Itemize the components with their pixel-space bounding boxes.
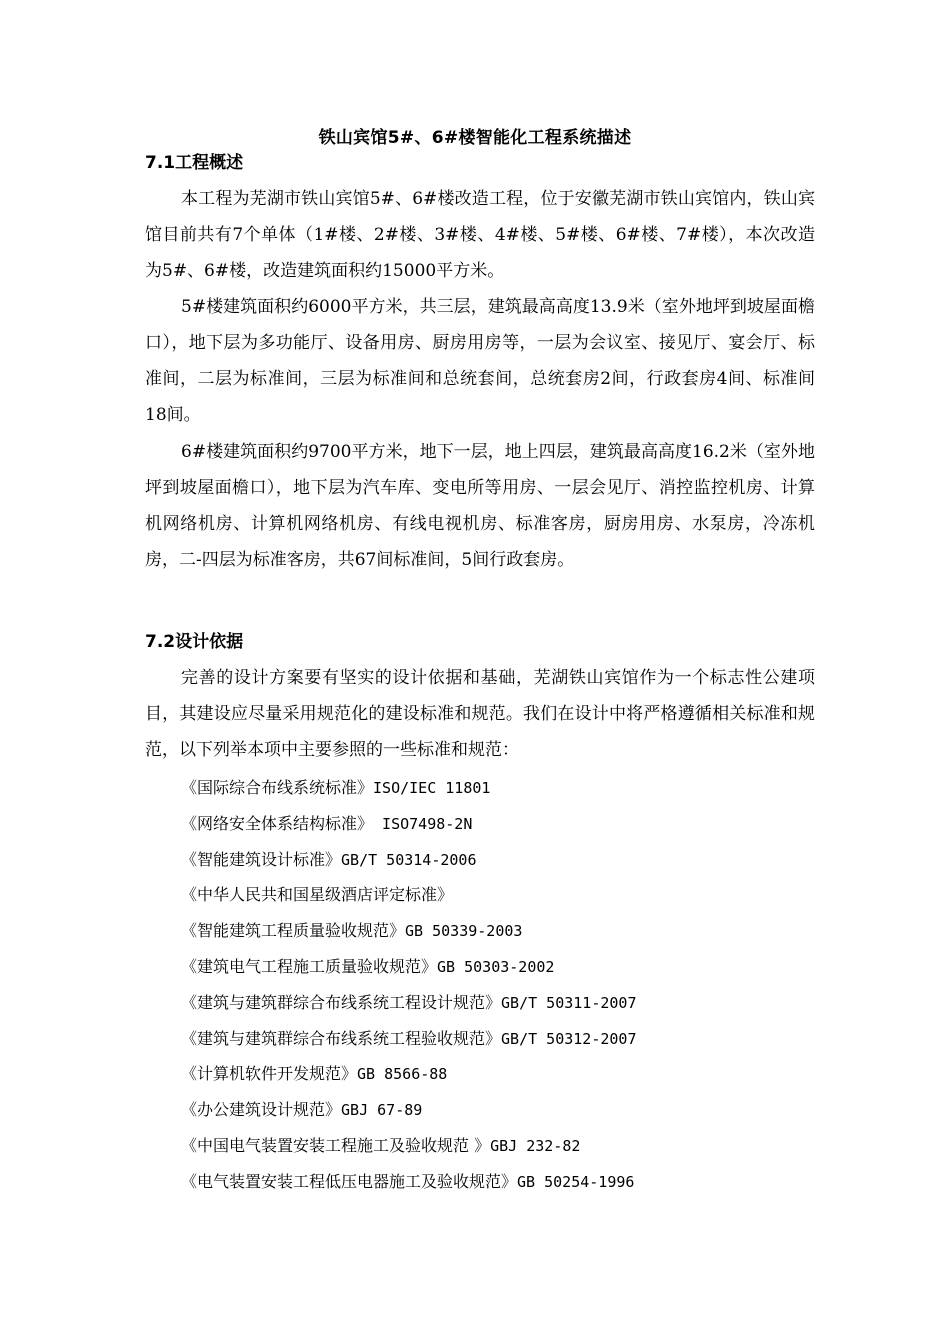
standard-name: 《电气装置安装工程低压电器施工及验收规范》	[181, 1171, 518, 1191]
standard-name: 《中华人民共和国星级酒店评定标准》	[181, 885, 454, 905]
standard-name: 《建筑电气工程施工质量验收规范》	[181, 956, 438, 976]
list-item	[181, 1170, 636, 1206]
list-item	[181, 848, 636, 884]
standard-name: 《办公建筑设计规范》	[181, 1100, 342, 1120]
list-item	[181, 919, 636, 955]
standard-name: 《智能建筑设计标准》	[181, 849, 342, 869]
list-item	[181, 1062, 636, 1098]
list-item	[181, 991, 636, 1027]
standard-code: ISO/IEC 11801	[373, 779, 491, 797]
list-item	[181, 883, 636, 919]
standard-code: GBJ 232-82	[490, 1136, 581, 1155]
paragraph-building-6: 6#楼建筑面积约9700平方米，地下一层，地上四层，建筑最高高度16.2米（室外地坪到坡屋面檐口），地下层为汽车库、变电所等用房、一层会见厅、消控监控机房、计算机网络机房、计算机网络机房、有线电视机房、标准客房，厨房用房、水泵房，冷冻机房，二-四层为标准客房，共67间标准间，5间行政套房。	[145, 442, 815, 570]
paragraph-project-intro: 本工程为芜湖市铁山宾馆5#、6#楼改造工程，位于安徽芜湖市铁山宾馆内，铁山宾馆目前共有7个单体（1#楼、2#楼、3#楼、4#楼、5#楼、6#楼、7#楼），本次改造为5#、6#楼，改造建筑面积约15000平方米。	[145, 189, 815, 281]
standards-list	[181, 776, 636, 1206]
standard-name: 《建筑与建筑群综合布线系统工程设计规范》	[181, 992, 502, 1012]
standard-name: 《智能建筑工程质量验收规范》	[181, 921, 406, 941]
standard-code: GB 50303-2002	[437, 957, 555, 976]
list-item	[181, 812, 636, 848]
paragraph-design-basis: 完善的设计方案要有坚实的设计依据和基础，芜湖铁山宾馆作为一个标志性公建项目，其建设应尽量采用规范化的建设标准和规范。我们在设计中将严格遵循相关标准和规范，以下列举本项中主要参照的一些标准和规范：	[145, 668, 815, 760]
list-item	[181, 776, 636, 812]
paragraph-building-5: 5#楼建筑面积约6000平方米，共三层，建筑最高高度13.9米（室外地坪到坡屋面檐口），地下层为多功能厅、设备用房、厨房用房等，一层为会议室、接见厅、宴会厅、标准间，二层为标准间，三层为标准间和总统套间，总统套房2间，行政套房4间、标准间18间。	[145, 297, 815, 425]
document-title: 铁山宾馆5#、6#楼智能化工程系统描述	[318, 128, 632, 148]
list-item	[181, 1098, 636, 1134]
list-item	[181, 955, 636, 991]
section-heading-overview: 7.1工程概述	[145, 153, 244, 173]
standard-code: GB 8566-88	[357, 1065, 448, 1084]
standard-code: GBJ 67-89	[341, 1101, 423, 1120]
standard-code: GB 50339-2003	[405, 922, 523, 941]
list-item	[181, 1027, 636, 1063]
standard-name: 《建筑与建筑群综合布线系统工程验收规范》	[181, 1028, 502, 1048]
standard-name: 《网络安全体系结构标准》	[181, 813, 374, 833]
standard-code: GB/T 50311-2007	[501, 993, 637, 1012]
list-item	[181, 1134, 636, 1170]
standard-code: GB 50254-1996	[517, 1172, 635, 1191]
standard-name: 《国际综合布线系统标准》	[181, 778, 374, 797]
section-heading-design-basis: 7.2设计依据	[145, 632, 244, 652]
standard-code: GB/T 50312-2007	[501, 1029, 637, 1048]
standard-name: 《计算机软件开发规范》	[181, 1064, 358, 1084]
standard-code: GB/T 50314-2006	[341, 850, 477, 869]
standard-code: ISO7498-2N	[373, 814, 473, 833]
standard-name: 《中国电气装置安装工程施工及验收规范 》	[181, 1135, 491, 1155]
